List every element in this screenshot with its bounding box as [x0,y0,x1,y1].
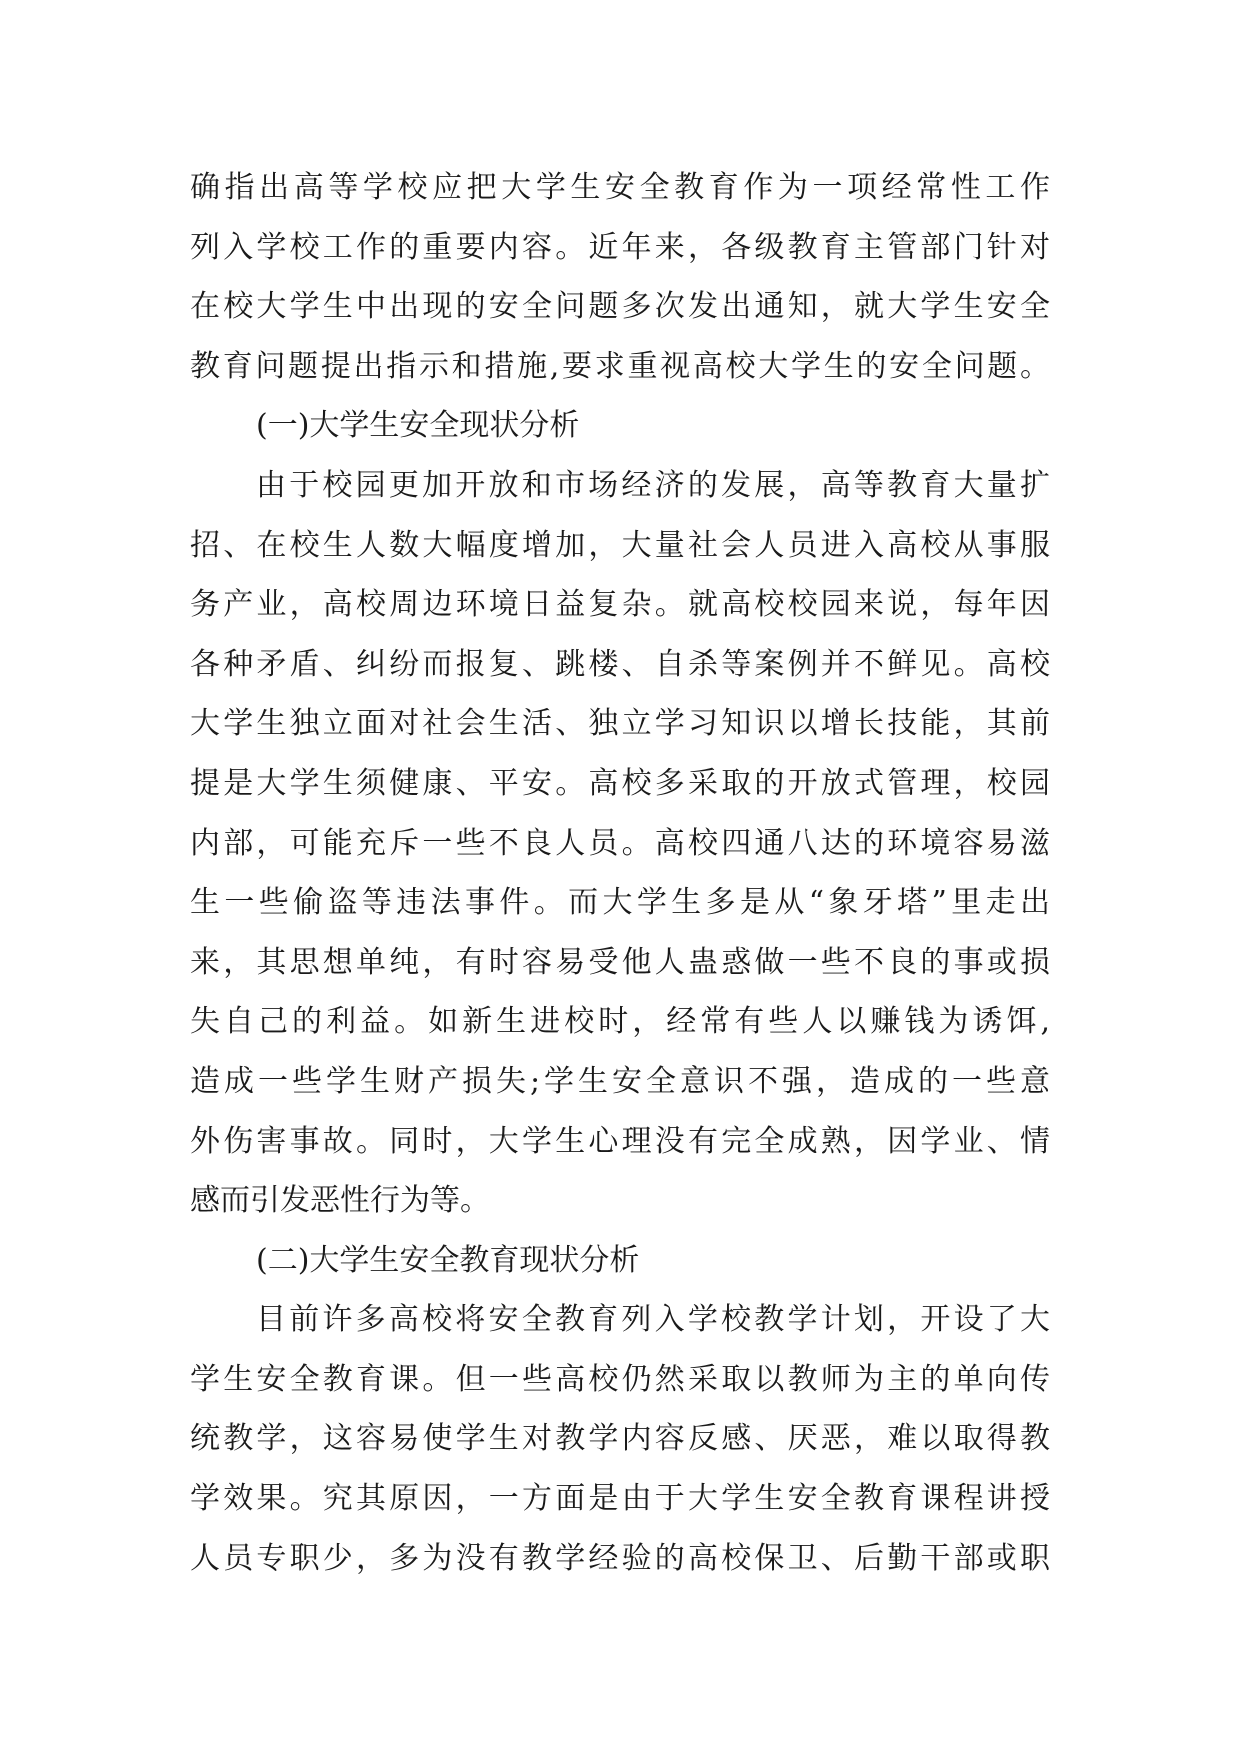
document-body [190,158,1050,1588]
paragraph-line: 内部，可能充斥一些不良人员。高校四通八达的环境容易滋 [190,825,1050,861]
paragraph-line: 列入学校工作的重要内容。近年来，各级教育主管部门针对 [190,229,1050,265]
paragraph-line: 提是大学生须健康、平安。高校多采取的开放式管理，校园 [190,765,1050,801]
paragraph-line: 人员专职少，多为没有教学经验的高校保卫、后勤干部或职 [190,1540,1050,1576]
paragraph-line: 外伤害事故。同时，大学生心理没有完全成熟，因学业、情 [190,1123,1050,1159]
paragraph-line: 教育问题提出指示和措施,要求重视高校大学生的安全问题。 [190,348,1050,384]
paragraph-line: 务产业，高校周边环境日益复杂。就高校校园来说，每年因 [190,587,1050,623]
section-heading: (一)大学生安全现状分析 [256,408,580,444]
paragraph-line: 生一些偷盗等违法事件。而大学生多是从“象牙塔”里走出 [190,885,1050,921]
paragraph-line: 由于校园更加开放和市场经济的发展，高等教育大量扩 [256,467,1050,503]
paragraph-line: 来，其思想单纯，有时容易受他人蛊惑做一些不良的事或损 [190,944,1050,980]
section-heading: (二)大学生安全教育现状分析 [256,1242,640,1278]
paragraph-line: 失自己的利益。如新生进校时，经常有些人以赚钱为诱饵, [190,1004,1050,1040]
paragraph-line: 统教学，这容易使学生对教学内容反感、厌恶，难以取得教 [190,1421,1050,1457]
paragraph-line: 大学生独立面对社会生活、独立学习知识以增长技能，其前 [190,706,1050,742]
paragraph-line: 确指出高等学校应把大学生安全教育作为一项经常性工作 [190,170,1050,205]
paragraph-line: 招、在校生人数大幅度增加，大量社会人员进入高校从事服 [190,527,1050,563]
paragraph-line: 目前许多高校将安全教育列入学校教学计划，开设了大 [256,1302,1050,1338]
paragraph-line: 学生安全教育课。但一些高校仍然采取以教师为主的单向传 [190,1361,1050,1397]
paragraph-line: 在校大学生中出现的安全问题多次发出通知，就大学生安全 [190,289,1050,325]
paragraph-line: 各种矛盾、纠纷而报复、跳楼、自杀等案例并不鲜见。高校 [190,646,1050,682]
paragraph-line: 学效果。究其原因，一方面是由于大学生安全教育课程讲授 [190,1481,1050,1517]
paragraph-line: 造成一些学生财产损失;学生安全意识不强，造成的一些意 [190,1063,1050,1099]
paragraph-line: 感而引发恶性行为等。 [190,1183,490,1219]
